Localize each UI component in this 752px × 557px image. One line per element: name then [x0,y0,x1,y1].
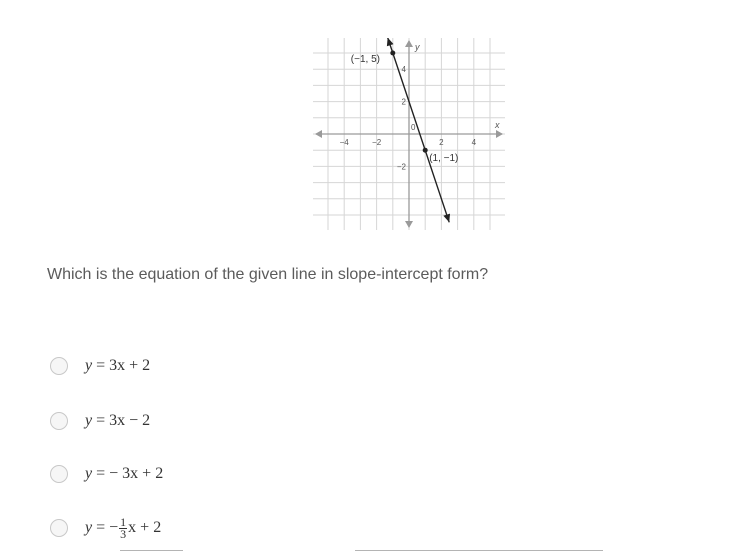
choice-var: y [85,518,93,536]
point-marker [390,51,395,56]
radio-button[interactable] [50,465,68,483]
choice-neg: − [109,518,119,536]
choice-var: y [85,465,93,482]
choice-d-equation [85,514,162,541]
choice-eq: = [92,357,110,374]
radio-button[interactable] [50,357,68,375]
y-tick-label: −2 [396,162,406,172]
question-text: Which is the equation of the given line in slope-intercept form? [47,266,489,283]
point-label: (−1, 5) [350,54,380,65]
choice-c-equation [85,465,163,483]
choice-rhs: 3x − 2 [109,412,151,429]
arrow-up-icon [405,40,413,47]
choice-fraction [119,514,127,541]
divider-line [355,550,603,551]
choice-rhs: − 3x + 2 [109,465,164,482]
x-tick-label: −4 [339,138,349,147]
choice-d[interactable] [50,514,162,541]
fraction-denominator: 3 [120,526,127,541]
choice-var: y [85,412,93,429]
graph-line [387,38,450,222]
choice-a[interactable] [50,354,151,378]
fraction-numerator: 1 [120,514,127,529]
x-tick-label: −2 [372,138,382,147]
divider-line [120,550,183,551]
plotted-line [388,38,450,222]
choice-b[interactable] [50,409,151,433]
arrow-down-icon [405,221,413,228]
x-tick-label: 4 [471,138,477,147]
choice-rhs: x + 2 [128,518,162,536]
arrow-left-icon [315,130,322,138]
choice-eq: = [92,465,110,482]
arrow-right-icon [496,130,503,138]
origin-label: 0 [411,123,416,132]
x-axis-label: x [495,120,500,130]
y-tick-label: 2 [401,97,406,107]
choice-var: y [85,357,93,374]
choice-rhs: 3x + 2 [109,357,151,374]
y-axis-label: y [415,42,420,52]
y-tick-label: 4 [401,65,406,75]
x-tick-label: 2 [439,138,444,147]
graph-axes [315,40,503,228]
point-marker [423,148,428,153]
choice-a-equation [85,357,150,375]
choice-c[interactable] [50,462,164,486]
radio-button[interactable] [50,519,68,537]
radio-button[interactable] [50,412,68,430]
choice-b-equation [85,412,150,430]
point-label: (1, −1) [429,153,459,165]
choice-eq: = [92,518,110,536]
choice-eq: = [92,412,110,429]
coordinate-graph [313,38,505,230]
